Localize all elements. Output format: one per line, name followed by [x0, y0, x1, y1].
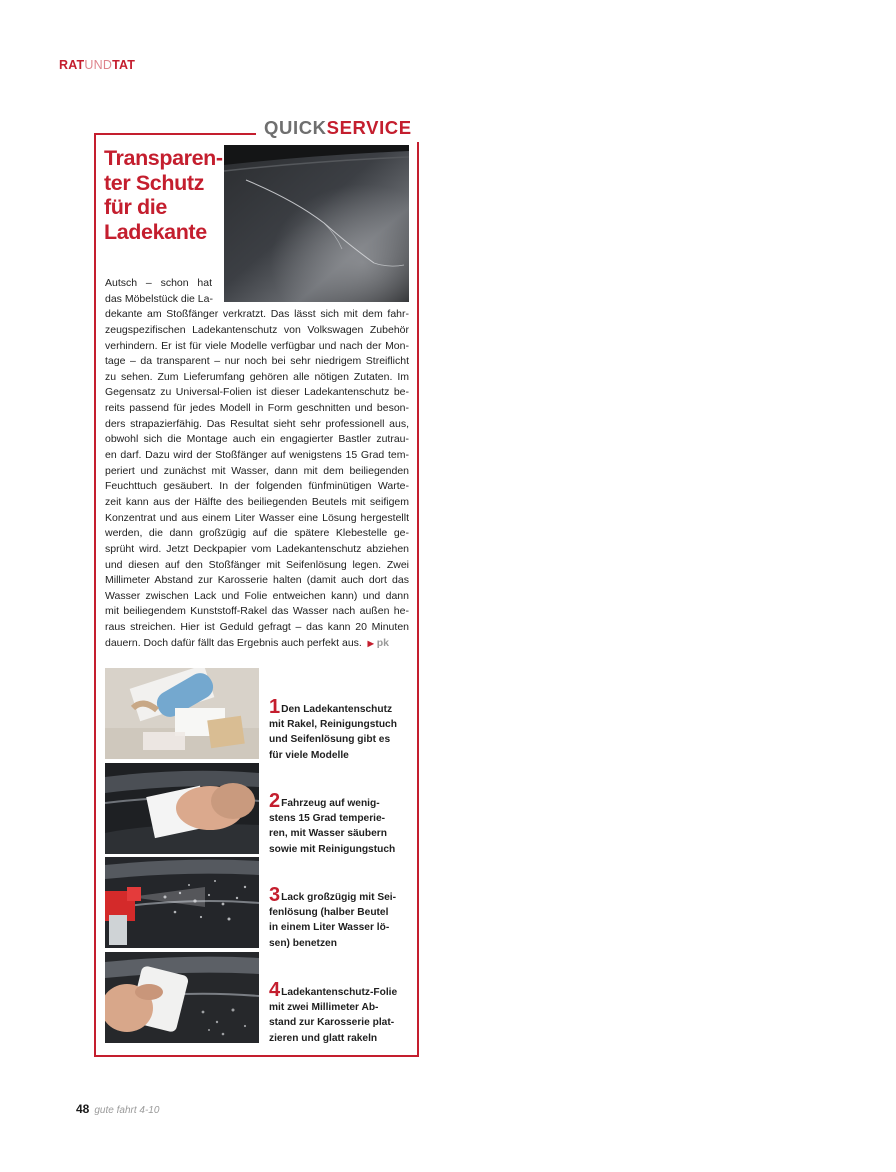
step-line: Den Ladekantenschutz — [281, 704, 393, 715]
headline-line: ter Schutz — [104, 170, 204, 195]
step-line: ren, mit Wasser säubern — [269, 828, 387, 840]
step-4-photo-squeegee — [105, 952, 259, 1043]
body-line: tage – da transparent – nur noch bei sehr niedrigem Streiflicht — [105, 355, 409, 368]
step-2-caption — [269, 790, 414, 857]
body-line: obwohl sich die Montage auch ein engagierter Bastler zutrau- — [105, 433, 409, 446]
body-line: und diesen auf den Stoßfänger mit Seifenlösung legen. Zwei — [105, 558, 409, 571]
step-line: Fahrzeug auf wenig- — [281, 798, 380, 809]
author-mark — [368, 637, 389, 649]
step-line: mit zwei Millimeter Ab- — [269, 1002, 379, 1014]
page-footer — [76, 1102, 159, 1116]
body-line: ders strapazierfähig. Das Resultat sieht sehr professionell aus, — [105, 417, 409, 430]
headline-line: für die — [104, 195, 167, 219]
body-line: Millimeter Abstand zur Karosserie halten (damit auch dort das — [105, 574, 409, 587]
body-line: Konzentrat und aus einem Liter Wasser eine Lösung hergestellt — [105, 511, 409, 524]
article-headline — [104, 146, 223, 244]
step-1-caption — [269, 696, 414, 763]
step-3-photo-spraying — [105, 857, 259, 948]
body-line: reits passend für jedes Modell in Form geschnitten und beson- — [105, 402, 409, 415]
step-line: mit Rakel, Reinigungstuch — [269, 719, 397, 731]
body-line-final — [105, 636, 409, 652]
step-line: sen) benetzen — [269, 937, 337, 949]
step-line: und Seifenlösung gibt es — [269, 734, 391, 746]
body-line: en darf. Dazu wird der Stoßfänger auf wenigstens 15 Grad tem- — [105, 449, 409, 462]
body-line: raus streichen. Hier ist Geduld gefragt – das kann 20 Minuten — [105, 621, 409, 634]
body-line: Wasser zwischen Lack und Folie entweichen kann) und dann — [105, 589, 409, 602]
page-number: 48 — [76, 1102, 90, 1116]
box-title-service: SERVICE — [326, 117, 412, 138]
body-line: mit beiliegendem Kunststoff-Rakel das Wasser nach außen he- — [105, 605, 409, 618]
body-line: verhindern. Er ist für viele Modelle verfügbar und nach der Mon- — [105, 339, 409, 352]
step-line: in einem Liter Wasser lö- — [269, 922, 390, 934]
headline-line: Transparen- — [104, 146, 223, 170]
body-line: zeit kann aus der Hälfte des beiliegenden Beutels mit seifigem — [105, 495, 409, 508]
body-line: Autsch – schon hat — [105, 277, 212, 289]
step-1-photo-kit — [105, 668, 259, 759]
step-line: Lack großzügig mit Sei- — [281, 892, 397, 903]
step-number: 2 — [269, 790, 281, 812]
quickservice-title — [256, 114, 420, 142]
body-line: zu sehen. Zum Lieferumfang gehören alle nötigen Zutaten. Im — [105, 370, 409, 383]
headline-line: Ladekante — [104, 219, 207, 244]
section-tag — [59, 58, 135, 72]
section-tag-und: UND — [84, 58, 113, 72]
body-line: periert und zunächst mit Wasser, dann mit dem beiliegenden — [105, 464, 409, 477]
step-line: Ladekantenschutz-Folie — [281, 987, 398, 998]
step-4-caption — [269, 979, 414, 1046]
step-number: 3 — [269, 884, 281, 906]
step-line: für viele Modelle — [269, 749, 349, 761]
step-2-photo-cleaning — [105, 763, 259, 854]
body-line: zeugspezifischen Ladekantenschutz von Volkswagen Zubehör — [105, 323, 409, 336]
body-line: dekante am Stoßfänger verkratzt. Das lässt sich mit dem fahr- — [105, 308, 409, 321]
section-tag-rat: RAT — [59, 58, 85, 72]
author-initials: pk — [376, 636, 390, 649]
body-line: werden, die dann großzügig auf die spätere Klebestelle ge- — [105, 527, 409, 540]
body-line: Feuchttuch gesäubert. In der folgenden fünfminütigen Warte- — [105, 480, 409, 493]
body-line: dauern. Doch dafür fällt das Ergebnis auch perfekt aus. — [105, 636, 362, 649]
body-line: Gegensatz zu Universal-Folien ist dieser Ladekantenschutz be- — [105, 386, 409, 399]
body-line: sprüht wird. Jetzt Deckpapier vom Ladekantenschutz abziehen — [105, 542, 409, 555]
section-tag-tat: TAT — [112, 58, 136, 72]
body-line: das Möbelstück die La- — [105, 292, 213, 305]
triangle-right-icon: ▶ — [367, 638, 374, 648]
box-title-quick: QUICK — [264, 117, 327, 138]
step-line: stens 15 Grad temperie- — [269, 813, 386, 825]
step-3-caption — [269, 884, 414, 951]
step-line: sowie mit Reinigungstuch — [269, 843, 396, 855]
step-line: zieren und glatt rakeln — [269, 1032, 378, 1044]
step-line: fenlösung (halber Beutel — [269, 907, 389, 919]
magazine-issue: gute fahrt 4-10 — [94, 1105, 160, 1116]
step-number: 4 — [269, 979, 281, 1001]
step-line: stand zur Karosserie plat- — [269, 1017, 395, 1029]
step-number: 1 — [269, 696, 281, 718]
article-body — [105, 276, 409, 651]
